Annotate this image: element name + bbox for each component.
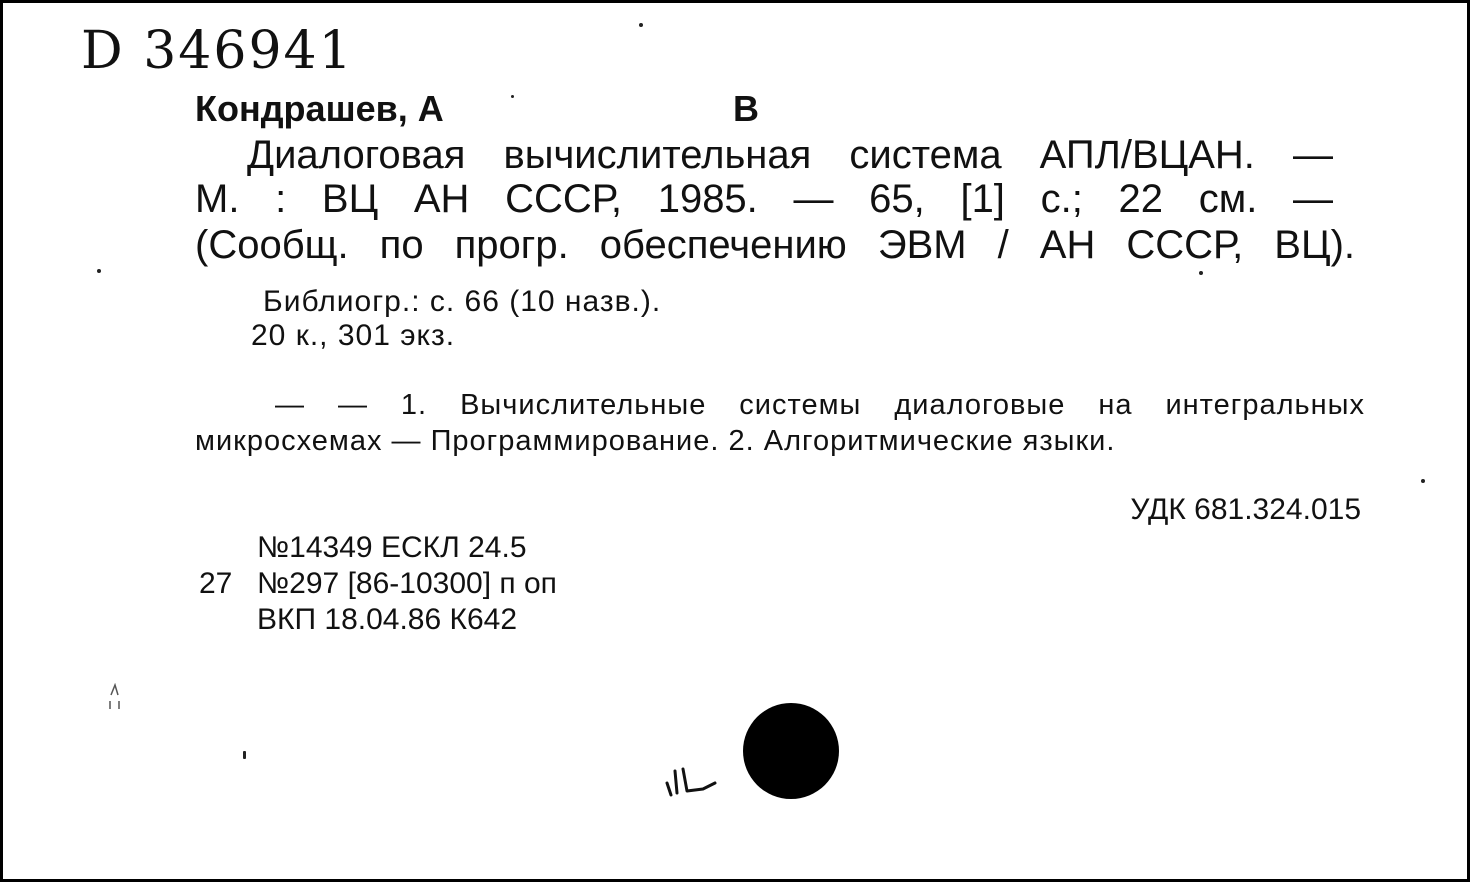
title-line-3: (Сообщ. по прогр. обеспечению ЭВМ / АН СССР, ВЦ). [195,223,1355,267]
subject-line-2: микросхемах — Программирование. 2. Алгоритмические языки. [195,425,1116,457]
price-copies-note: 20 к., 301 экз. [251,319,456,352]
handwritten-mark [663,761,743,801]
subject-line-1: — — 1. Вычислительные системы диалоговые на интегральных [275,389,1365,421]
speck [511,95,514,98]
author-heading: Кондрашев, А [195,88,444,129]
registry-prefix: 27 [199,567,233,600]
bibliography-note: Библиогр.: с. 66 (10 назв.). [263,285,662,318]
speck [243,751,246,759]
registry-line-1: №14349 ЕСКЛ 24.5 [257,531,527,564]
speck [1421,479,1425,483]
registry-line-3: ВКП 18.04.86 К642 [257,603,518,636]
udc-code: УДК 681.324.015 [1130,493,1361,526]
registry-line-2: №297 [86-10300] п оп [257,567,557,600]
speck [639,23,643,27]
title-line-1: Диалоговая вычислительная система АПЛ/ВЦАН. — [247,133,1333,177]
title-line-2: М. : ВЦ АН СССР, 1985. — 65, [1] с.; 22 см. — [195,177,1333,221]
shelf-number: D 346941 [81,21,354,81]
speck [1199,271,1203,275]
pencil-mark [105,683,125,713]
punch-hole [743,703,839,799]
classification-mark: В [733,88,759,129]
speck [97,269,101,273]
